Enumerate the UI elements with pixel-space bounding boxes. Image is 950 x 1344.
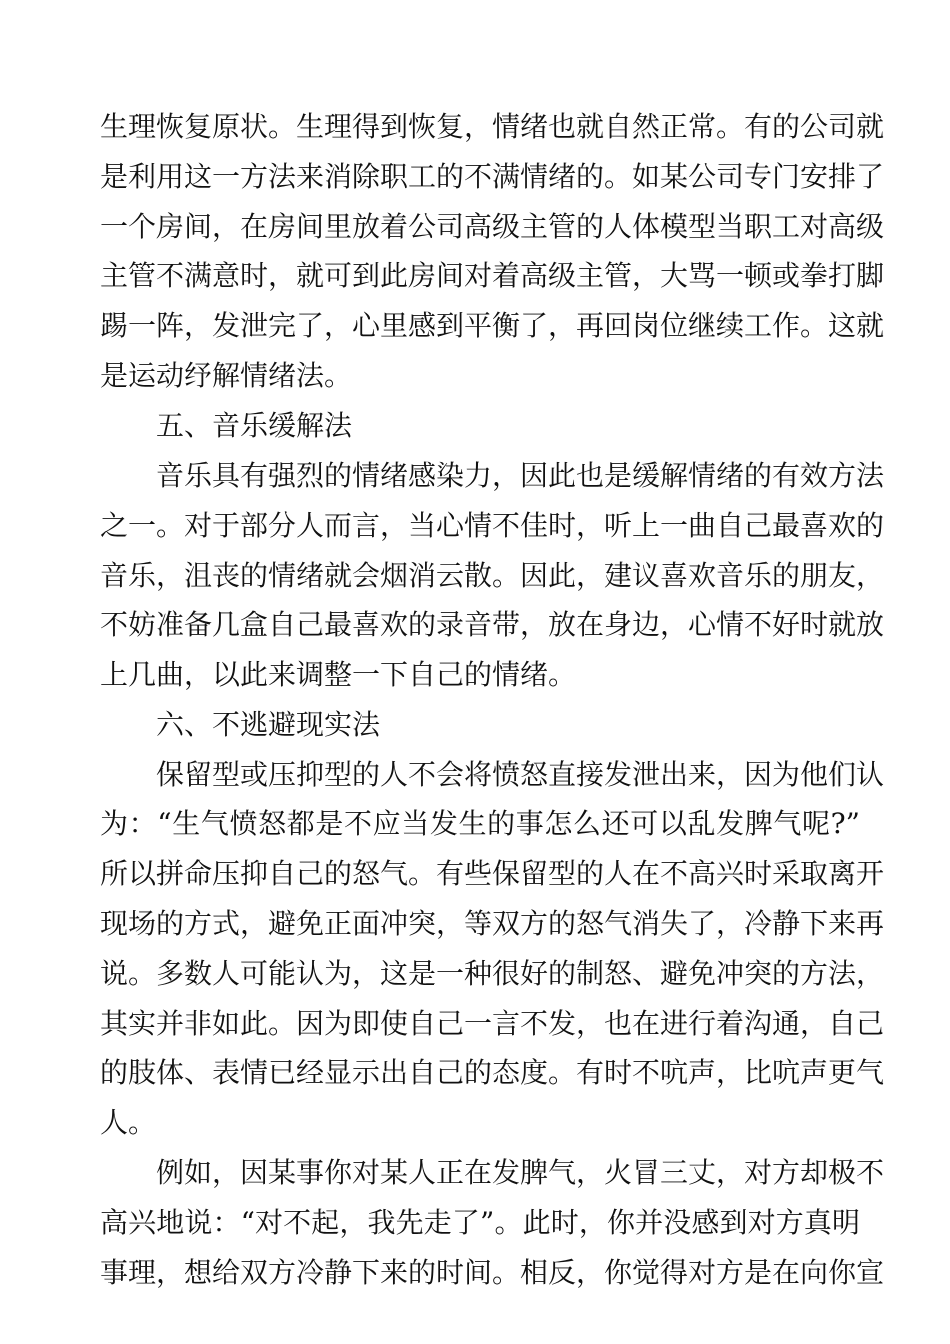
text-line: 现场的方式，避免正面冲突，等双方的怒气消失了，冷静下来再 bbox=[100, 907, 885, 940]
text-line: 生理恢复原状。生理得到恢复，情绪也就自然正常。有的公司就 bbox=[100, 110, 885, 143]
section-heading: 五、音乐缓解法 bbox=[156, 409, 353, 442]
text-line: 高兴地说：“对不起，我先走了”。此时，你并没感到对方真明 bbox=[100, 1206, 860, 1239]
text-line: 不妨准备几盒自己最喜欢的录音带，放在身边，心情不好时就放 bbox=[100, 608, 885, 641]
text-line: 其实并非如此。因为即使自己一言不发，也在进行着沟通，自己 bbox=[100, 1007, 885, 1040]
text-line: 音乐，沮丧的情绪就会烟消云散。因此，建议喜欢音乐的朋友， bbox=[100, 559, 885, 592]
text-line: 之一。对于部分人而言，当心情不佳时，听上一曲自己最喜欢的 bbox=[100, 509, 885, 542]
text-line: 的肢体、表情已经显示出自己的态度。有时不吭声，比吭声更气 bbox=[100, 1056, 885, 1089]
section-heading: 六、不逃避现实法 bbox=[156, 708, 381, 741]
text-line: 一个房间，在房间里放着公司高级主管的人体模型当职工对高级 bbox=[100, 210, 885, 243]
text-line: 主管不满意时，就可到此房间对着高级主管，大骂一顿或拳打脚 bbox=[100, 259, 885, 292]
text-line: 是运动纾解情绪法。 bbox=[100, 359, 353, 392]
text-line: 为：“生气愤怒都是不应当发生的事怎么还可以乱发脾气呢?” bbox=[100, 807, 860, 840]
text-line: 保留型或压抑型的人不会将愤怒直接发泄出来，因为他们认 bbox=[156, 758, 885, 791]
text-line: 说。多数人可能认为，这是一种很好的制怒、避免冲突的方法， bbox=[100, 957, 885, 990]
text-line: 例如，因某事你对某人正在发脾气，火冒三丈，对方却极不 bbox=[156, 1156, 885, 1189]
text-line: 上几曲，以此来调整一下自己的情绪。 bbox=[100, 658, 577, 691]
text-line: 事理，想给双方冷静下来的时间。相反，你觉得对方是在向你宣 bbox=[100, 1256, 885, 1289]
text-line: 音乐具有强烈的情绪感染力，因此也是缓解情绪的有效方法 bbox=[156, 459, 885, 492]
text-line: 踢一阵，发泄完了，心里感到平衡了，再回岗位继续工作。这就 bbox=[100, 309, 885, 342]
text-line: 是利用这一方法来消除职工的不满情绪的。如某公司专门安排了 bbox=[100, 160, 885, 193]
text-line: 所以拼命压抑自己的怒气。有些保留型的人在不高兴时采取离开 bbox=[100, 857, 885, 890]
text-line: 人。 bbox=[100, 1106, 157, 1139]
